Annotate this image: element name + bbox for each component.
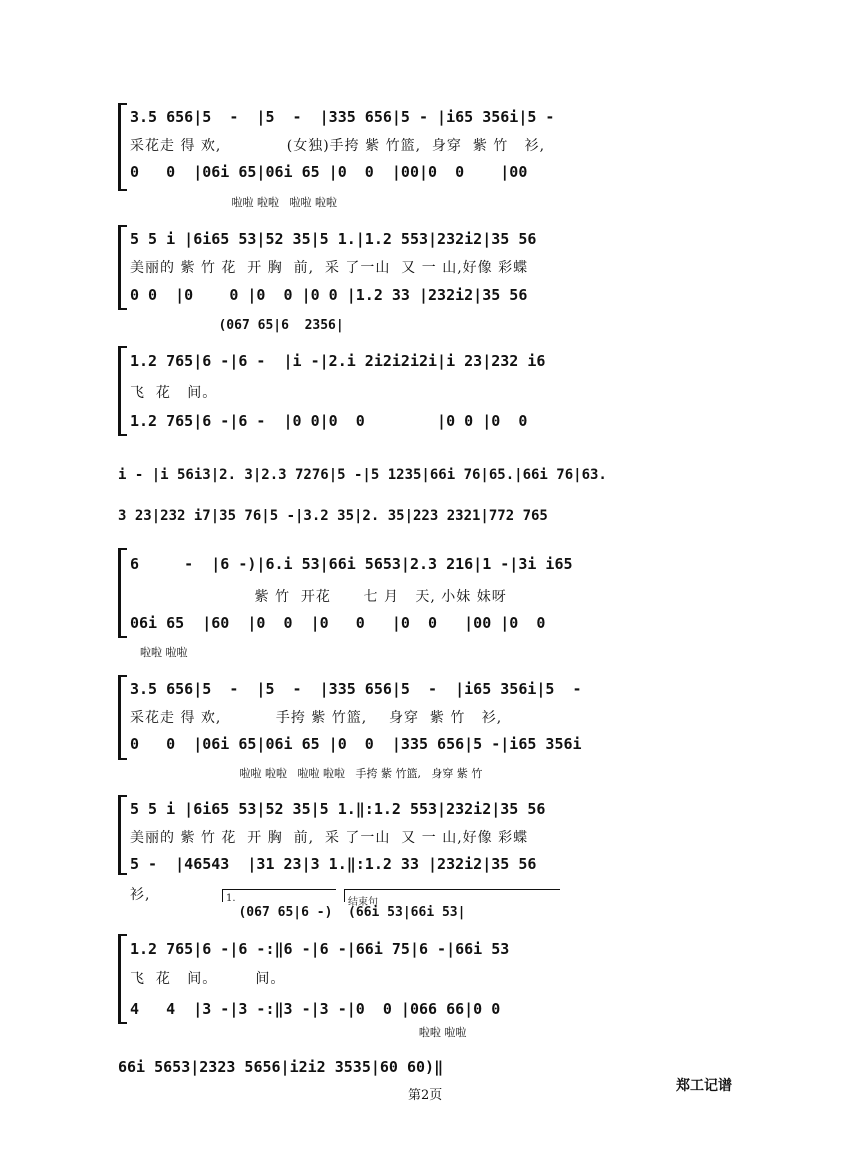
notes-line: (067 65|6 -) (66i 53|66i 53| — [215, 905, 466, 920]
notes-line: 06i 65 |60 |0 0 |0 0 |0 0 |00 |0 0 — [130, 614, 546, 632]
notes-line: 4 4 |3 -|3 -:‖3 -|3 -|0 0 |066 66|0 0 — [130, 1000, 501, 1018]
system-bracket-3 — [118, 346, 121, 436]
volta-ending-label: 结束句 — [348, 897, 378, 908]
lyric-line: 啦啦 啦啦 啦啦 啦啦 手挎 紫 竹篮, 身穿 紫 竹 — [222, 767, 483, 780]
notes-line: 6 - |6 -)|6.i 53|66i 5653|2.3 216|1 -|3i i65 — [130, 555, 573, 573]
notes-line: 3.5 656|5 - |5 - |335 656|5 - |i65 356i|5 - — [130, 108, 555, 126]
notes-line: 0 0 |0 0 |0 0 |0 0 |1.2 33 |232i2|35 56 — [130, 286, 528, 304]
volta-ending-line — [344, 890, 345, 902]
notes-line: 1.2 765|6 -|6 - |i -|2.i 2i2i2i2i|i 23|232 i6 — [130, 352, 546, 370]
lyric-line: 紫 竹 开花 七 月 天, 小妹 妹呀 — [200, 589, 507, 605]
notes-line: (067 65|6 2356| — [195, 318, 344, 333]
volta-ending-bar — [344, 889, 560, 890]
notes-line: 5 5 i |6i65 53|52 35|5 1.|1.2 553|232i2|35 56 — [130, 230, 537, 248]
system-bracket-2 — [118, 225, 121, 310]
lyric-line: 啦啦 啦啦 — [140, 646, 188, 659]
notes-line: 3 23|232 i7|35 76|5 -|3.2 35|2. 35|223 2321|772 765 — [118, 508, 548, 524]
lyric-line: 飞 花 间。 间。 — [130, 971, 286, 987]
lyric-line: 采花走 得 欢, 手挎 紫 竹篮, 身穿 紫 竹 衫, — [130, 710, 503, 726]
volta-first-label: 1. — [226, 893, 236, 904]
notes-line: 3.5 656|5 - |5 - |335 656|5 - |i65 356i|5 - — [130, 680, 582, 698]
lyric-line: 飞 花 间。 — [130, 385, 218, 401]
system-bracket-5 — [118, 548, 121, 638]
lyric-line: 美丽的 紫 竹 花 开 胸 前, 采 了一山 又 一 山,好像 彩蝶 — [130, 260, 529, 276]
volta-first-line — [222, 890, 223, 902]
notes-line: 1.2 765|6 -|6 -:‖6 -|6 -|66i 75|6 -|66i 53 — [130, 940, 510, 958]
notes-line: i - |i 56i3|2. 3|2.3 7276|5 -|5 1235|66i 76|65.|66i 76|63. — [118, 467, 607, 483]
system-bracket-6 — [118, 675, 121, 760]
lyric-line: 采花走 得 欢, (女独)手挎 紫 竹篮, 身穿 紫 竹 衫, — [130, 138, 546, 154]
lyric-line: 啦啦 啦啦 啦啦 啦啦 — [200, 196, 337, 209]
lyric-line: 衫, — [130, 887, 151, 903]
page-number: 第2页 — [408, 1088, 443, 1103]
system-bracket-8 — [118, 934, 121, 1024]
lyric-line: 美丽的 紫 竹 花 开 胸 前, 采 了一山 又 一 山,好像 彩蝶 — [130, 830, 529, 846]
volta-first-bar — [222, 889, 336, 890]
notes-line: 1.2 765|6 -|6 - |0 0|0 0 |0 0 |0 0 — [130, 412, 528, 430]
system-bracket-1 — [118, 103, 121, 191]
lyric-line: 啦啦 啦啦 — [300, 1026, 467, 1039]
system-bracket-7 — [118, 795, 121, 875]
notes-line: 0 0 |06i 65|06i 65 |0 0 |00|0 0 |00 — [130, 163, 528, 181]
notes-line: 66i 5653|2323 5656|i2i2 3535|60 60)‖ — [118, 1058, 444, 1076]
notes-line: 5 - |46543 |31 23|3 1.‖:1.2 33 |232i2|35 56 — [130, 855, 537, 873]
notes-line: 0 0 |06i 65|06i 65 |0 0 |335 656|5 -|i65 356i — [130, 735, 582, 753]
notes-line: 5 5 i |6i65 53|52 35|5 1.‖:1.2 553|232i2|35 56 — [130, 800, 546, 818]
transcriber-mark: 郑工记谱 — [676, 1078, 732, 1094]
